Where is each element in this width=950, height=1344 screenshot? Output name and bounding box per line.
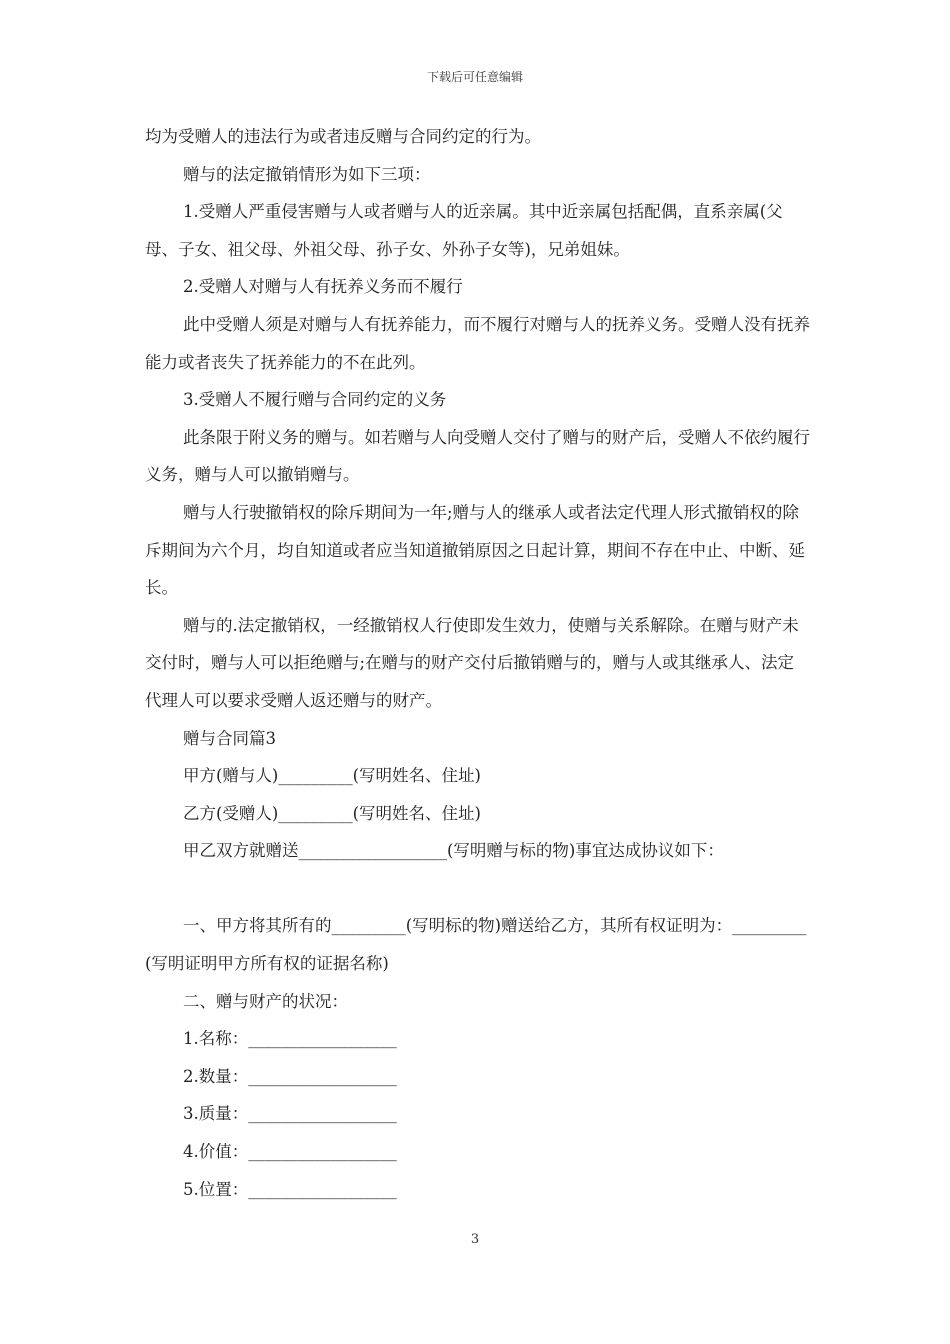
- clause-one: 一、甲方将其所有的_________(写明标的物)赠送给乙方，其所有权证明为：_________(写明证明甲方所有权的证据名称): [145, 916, 807, 974]
- paragraph: 此中受赠人须是对赠与人有抚养能力，而不履行对赠与人的抚养义务。受赠人没有抚养能力或者丧失了抚养能力的不在此列。: [145, 314, 810, 372]
- list-item: 5.位置：__________________: [183, 1179, 397, 1199]
- party-a-line: 甲方(赠与人)_________(写明姓名、住址): [183, 766, 481, 786]
- paragraph: 赠与人行驶撤销权的除斥期间为一年;赠与人的继承人或者法定代理人形式撤销权的除斥期间为六个月，均自知道或者应当知道撤销原因之日起计算，期间不存在中止、中断、延长。: [145, 502, 805, 598]
- list-item: 4.价值：__________________: [183, 1142, 397, 1162]
- paragraph: 赠与的法定撤销情形为如下三项：: [183, 164, 431, 184]
- party-b-line: 乙方(受赠人)_________(写明姓名、住址): [183, 803, 481, 823]
- paragraph: 2.受赠人对赠与人有抚养义务而不履行: [183, 277, 463, 297]
- document-body: [145, 118, 810, 1208]
- blank-line: [145, 870, 810, 908]
- list-item: 1.名称：__________________: [183, 1029, 397, 1049]
- paragraph: 3.受赠人不履行赠与合同约定的义务: [183, 390, 447, 410]
- clause-two: 二、赠与财产的状况：: [183, 991, 348, 1011]
- paragraph: 1.受赠人严重侵害赠与人或者赠与人的近亲属。其中近亲属包括配偶，直系亲属(父母、子女、祖父母、外祖父母、孙子女、外孙子女等)，兄弟姐妹。: [145, 202, 783, 259]
- paragraph: 均为受赠人的违法行为或者违反赠与合同约定的行为。: [145, 127, 541, 146]
- section-heading: 赠与合同篇3: [183, 728, 276, 748]
- list-item: 2.数量：__________________: [183, 1066, 397, 1086]
- page-header: 下载后可任意编辑: [426, 70, 523, 84]
- agreement-line: 甲乙双方就赠送__________________(写明赠与标的物)事宜达成协议如下：: [183, 841, 724, 861]
- page-number: 3: [470, 1232, 480, 1247]
- paragraph: 赠与的.法定撤销权，一经撤销权人行使即发生效力，使赠与关系解除。在赠与财产未交付时，赠与人可以拒绝赠与;在赠与的财产交付后撤销赠与的，赠与人或其继承人、法定代理人可以要求受赠人返还赠与的财产。: [145, 615, 799, 710]
- list-item: 3.质量：__________________: [183, 1104, 397, 1124]
- paragraph: 此条限于附义务的赠与。如若赠与人向受赠人交付了赠与的财产后，受赠人不依约履行义务，赠与人可以撤销赠与。: [145, 427, 810, 485]
